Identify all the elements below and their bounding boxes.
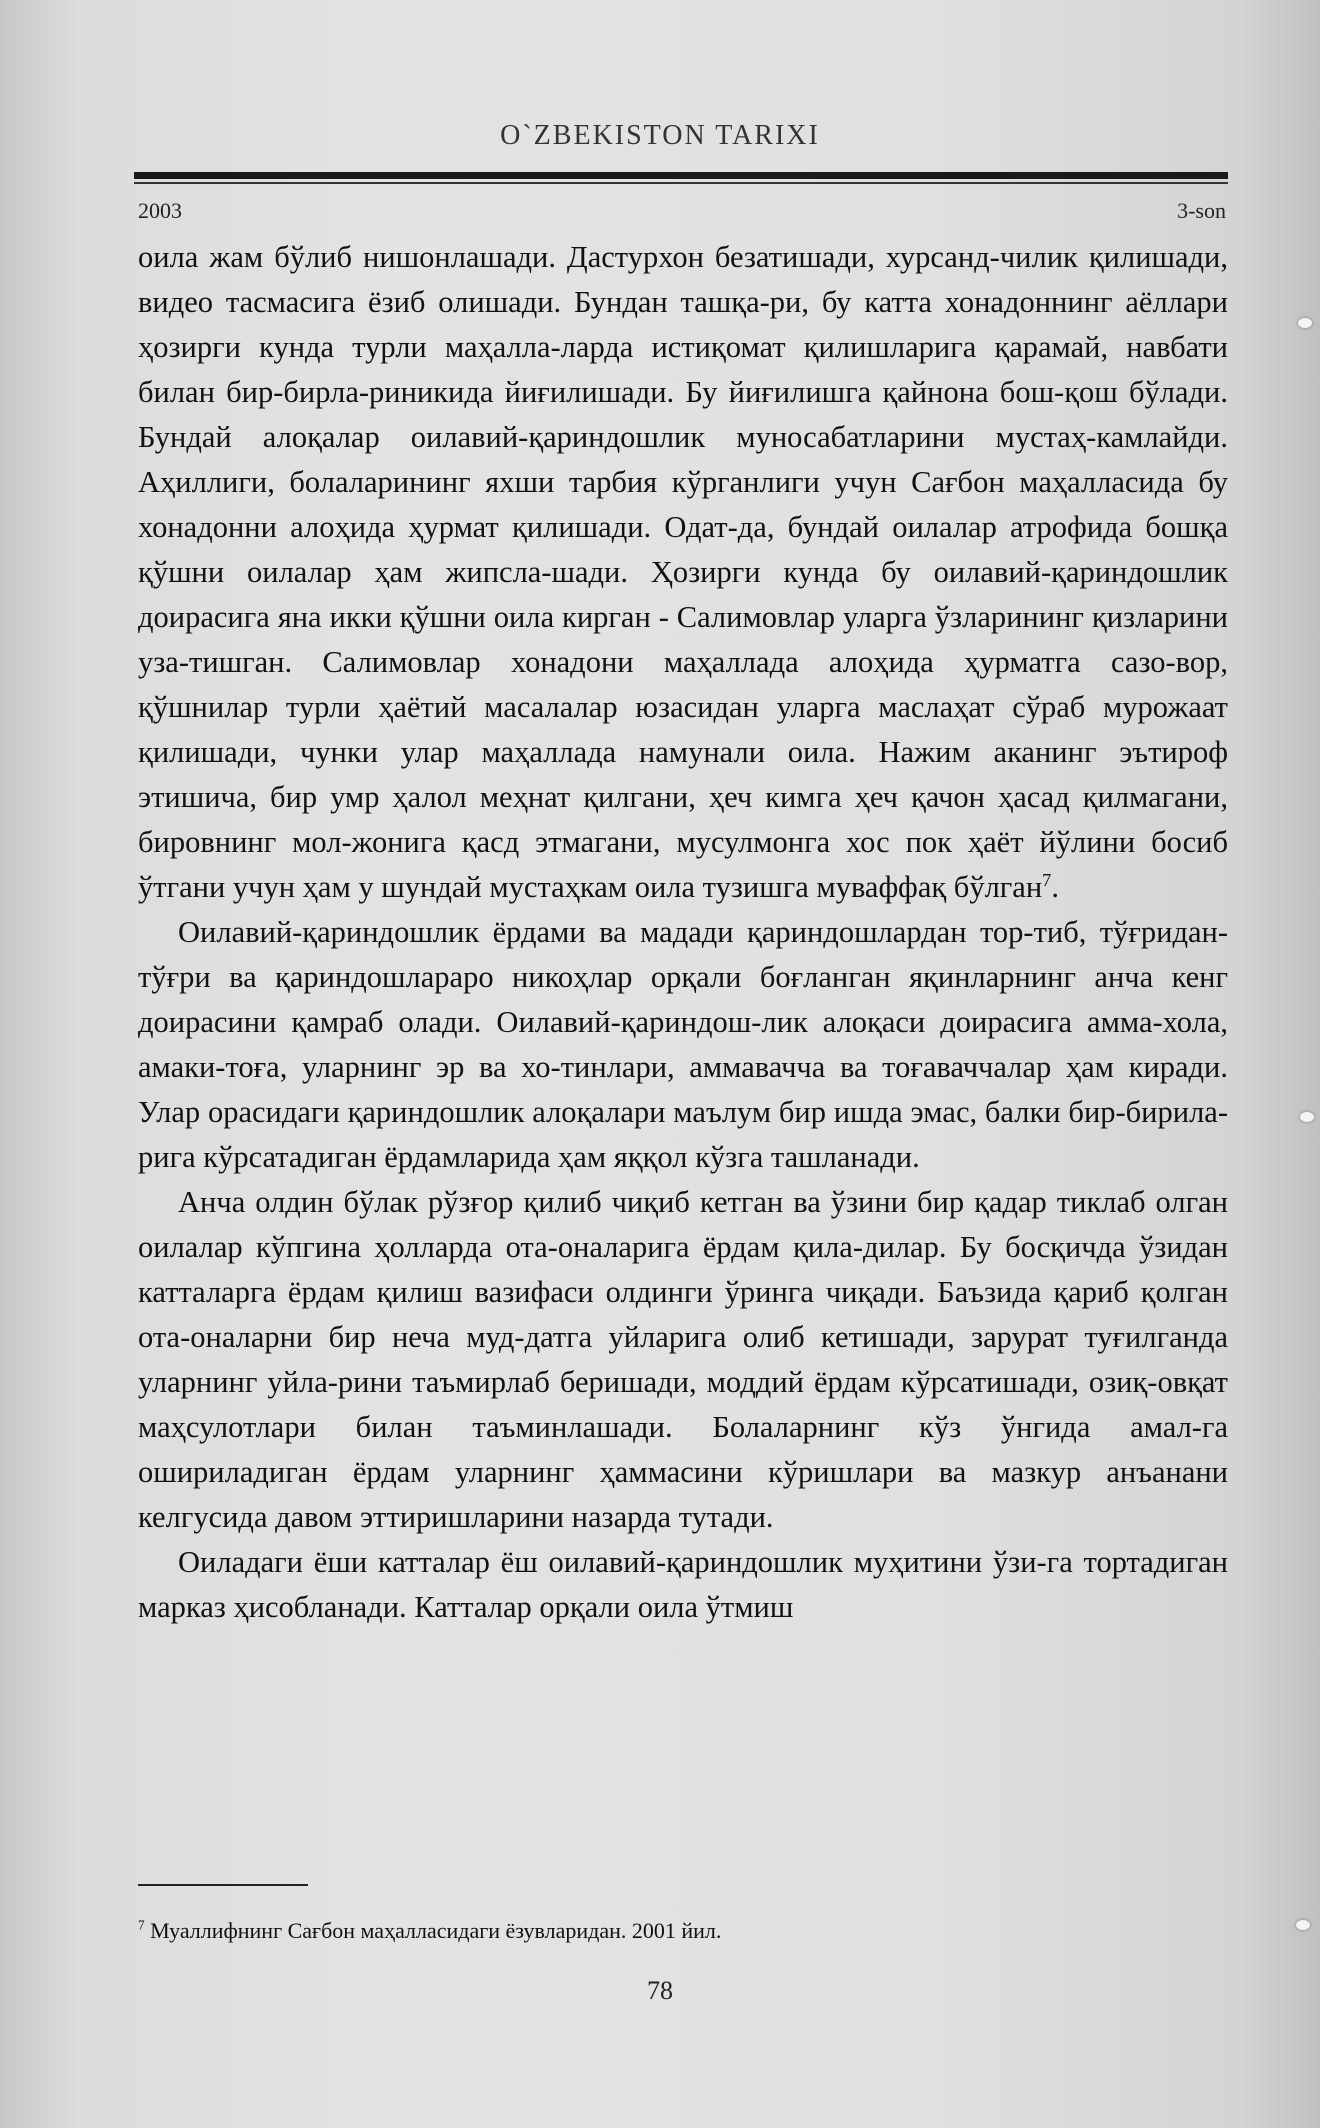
paragraph-3: Анча олдин бўлак рўзғор қилиб чиқиб кетган ва ўзини бир қадар тиклаб олган оилалар кўпгина ҳолларда ота-оналарига ёрдам қила-дилар. Бу босқичда ўзидан катталарга ёрдам қилиш вазифаси олдинги ўринга чиқади. Баъзида қариб қолган ота-оналарни бир неча муд-датга уйларига олиб кетишади, зарурат туғилганда уларнинг уйла-рини таъмирлаб беришади, моддий ёрдам кўрсатишади, озиқ-овқат маҳсулотлари билан таъминлашади. Болаларнинг кўз ўнгида амал-га ошириладиган ёрдам уларнинг ҳаммасини кўришлари ва мазкур анъанани келгусида давом эттиришларини назарда тутади. bbox=[138, 1185, 1228, 1534]
paragraph-1-text: оила жам бўлиб нишонлашади. Дастурхон безатишади, хурсанд-чилик қилишади, видео тасмасига ёзиб олишади. Бундан ташқа-ри, бу катта хонадоннинг аёллари ҳозирги кунда турли маҳалла-ларда истиқомат қилишларига қарамай, навбати билан бир-бирла-риникида йиғилишади. Бу йиғилишга қайнона бош-қош бўлади. Бундай алоқалар оилавий-қариндошлик муносабатларини мустаҳ-камлайди. Аҳиллиги, болаларининг яхши тарбия кўрганлиги учун Сағбон маҳалласида бу хонадонни алоҳида ҳурмат қилишади. Одат-да, бундай оилалар атрофида бошқа қўшни оилалар ҳам жипсла-шади. Ҳозирги кунда бу оилавий-қариндошлик доирасига яна икки қўшни оила кирган - Салимовлар уларга ўзларининг қизларини уза-тишган. Салимовлар хонадони маҳаллада алоҳида ҳурматга сазо-вор, қўшнилар турли ҳаётий масалалар юзасидан уларга маслаҳат сўраб мурожаат қилишади, чунки улар маҳаллада намунали оила. Нажим аканинг эътироф этишича, бир умр ҳалол меҳнат қилгани, ҳеч кимга ҳеч қачон ҳасад қилмагани, бировнинг мол-жонига қасд этмагани, мусулмонга хос пок ҳаёт йўлини босиб ўтгани учун ҳам у шундай мустаҳкам оила тузишга муваффақ бўлган bbox=[138, 240, 1228, 904]
page-number: 78 bbox=[647, 1976, 673, 2005]
paragraph-1 bbox=[138, 235, 1228, 910]
footnote-reference: 7 bbox=[1042, 869, 1052, 890]
article-body bbox=[138, 235, 1228, 1630]
binding-hole-mark bbox=[1296, 1920, 1310, 1930]
running-title: O`ZBEKISTON TARIXI bbox=[500, 120, 820, 151]
binding-hole-mark bbox=[1300, 1112, 1314, 1122]
binding-hole-mark bbox=[1298, 318, 1312, 328]
paragraph-4: Оиладаги ёши катталар ёш оилавий-қариндошлик муҳитини ўзи-га тортадиган марказ ҳисобланади. Катталар орқали оила ўтмиш bbox=[138, 1545, 1228, 1624]
header-rule-thick bbox=[134, 172, 1228, 179]
footnote-text: Муаллифнинг Сағбон маҳалласидаги ёзувларидан. 2001 йил. bbox=[144, 1918, 722, 1943]
footnote-marker: 7 bbox=[138, 1917, 145, 1933]
footnote-rule bbox=[138, 1884, 308, 1886]
paragraph-1-end: . bbox=[1051, 870, 1059, 904]
header-year: 2003 bbox=[138, 198, 182, 223]
paragraph-2: Оилавий-қариндошлик ёрдами ва мадади қариндошлардан тор-тиб, тўғридан-тўғри ва қариндошлараро никоҳлар орқали боғланган яқинларнинг анча кенг доирасини қамраб олади. Оилавий-қариндош-лик алоқаси доирасига амма-хола, амаки-тоға, уларнинг эр ва хо-тинлари, аммавачча ва тоғаваччалар ҳам киради. Улар орасидаги қариндошлик алоқалари маълум бир ишда эмас, балки бир-бирила-рига кўрсатадиган ёрдамларида ҳам яққол кўзга ташланади. bbox=[138, 915, 1228, 1174]
header-issue: 3-son bbox=[1177, 198, 1226, 223]
header-rule-thin bbox=[134, 182, 1228, 184]
footnote bbox=[138, 1916, 1228, 1946]
